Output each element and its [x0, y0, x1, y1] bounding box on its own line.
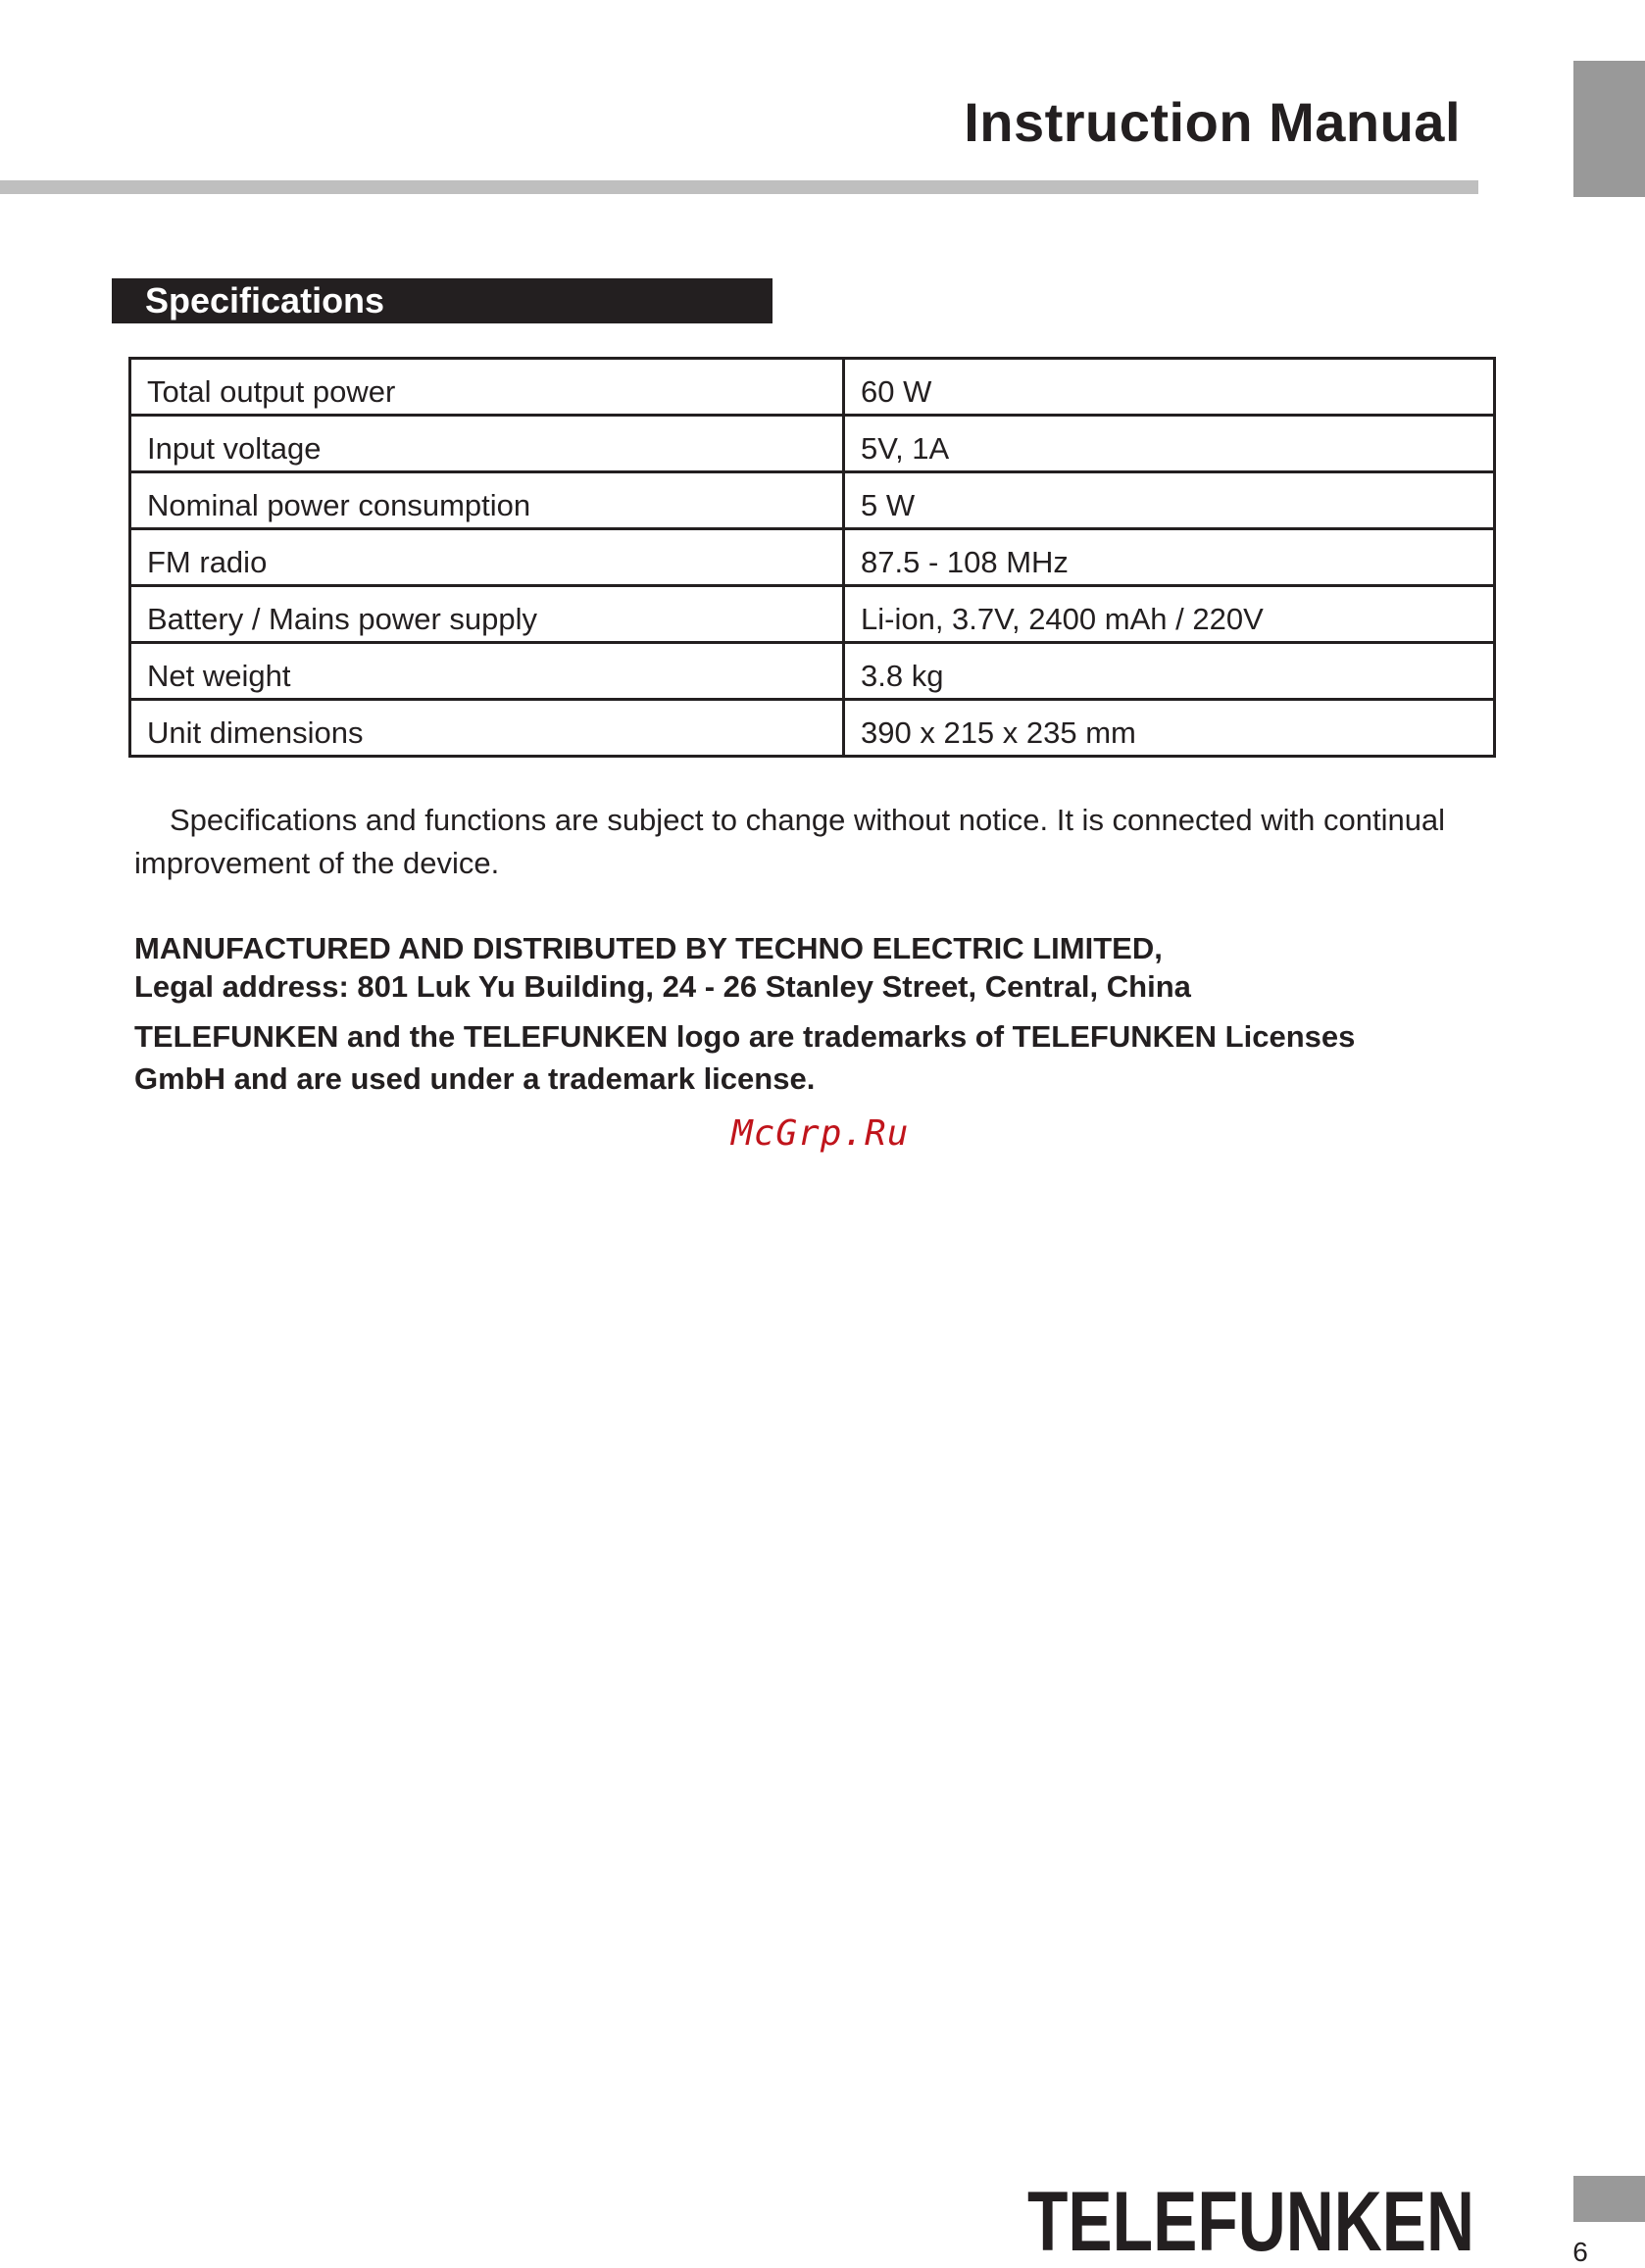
spec-value: 5V, 1A [844, 416, 1495, 472]
spec-value: Li-ion, 3.7V, 2400 mAh / 220V [844, 586, 1495, 643]
side-tab-bottom [1573, 2176, 1645, 2222]
spec-label: FM radio [130, 529, 844, 586]
spec-label: Input voltage [130, 416, 844, 472]
legal-address-line: Legal address: 801 Luk Yu Building, 24 - 26 Stanley Street, Central, China [134, 969, 1191, 1004]
disclaimer-note: Specifications and functions are subject to change without notice. It is connected with continual improvement of the device. [134, 803, 1446, 880]
table-row [130, 700, 1495, 757]
manufacturer-line: MANUFACTURED AND DISTRIBUTED BY TECHNO ELECTRIC LIMITED, [134, 931, 1163, 965]
side-tab-top [1573, 61, 1645, 197]
spec-value: 390 x 215 x 235 mm [844, 700, 1495, 757]
spec-value: 3.8 kg [844, 643, 1495, 700]
table-row [130, 472, 1495, 529]
page-title: Instruction Manual [964, 91, 1461, 153]
table-row [130, 643, 1495, 700]
table-row [130, 416, 1495, 472]
table-row [130, 359, 1495, 416]
trademark-line: TELEFUNKEN and the TELEFUNKEN logo are trademarks of TELEFUNKEN Licenses [134, 1019, 1356, 1054]
spec-label: Battery / Mains power supply [130, 586, 844, 643]
header-divider [0, 180, 1478, 194]
trademark-line-continued: GmbH and are used under a trademark license. [134, 1061, 816, 1096]
spec-value: 87.5 - 108 MHz [844, 529, 1495, 586]
section-heading-bar [112, 278, 773, 323]
brand-logo-text: TELEFUNKEN [1027, 2178, 1474, 2260]
spec-value: 5 W [844, 472, 1495, 529]
telefunken-logo [1025, 2178, 1476, 2260]
section-title: Specifications [145, 280, 385, 320]
spec-label: Nominal power consumption [130, 472, 844, 529]
page-number: 6 [1572, 2237, 1588, 2267]
spec-value: 60 W [844, 359, 1495, 416]
spec-label: Net weight [130, 643, 844, 700]
spec-label: Total output power [130, 359, 844, 416]
table-row [130, 586, 1495, 643]
table-row [130, 529, 1495, 586]
spec-label: Unit dimensions [130, 700, 844, 757]
specifications-table [128, 357, 1496, 758]
watermark-text: McGrp.Ru [731, 1113, 910, 1154]
